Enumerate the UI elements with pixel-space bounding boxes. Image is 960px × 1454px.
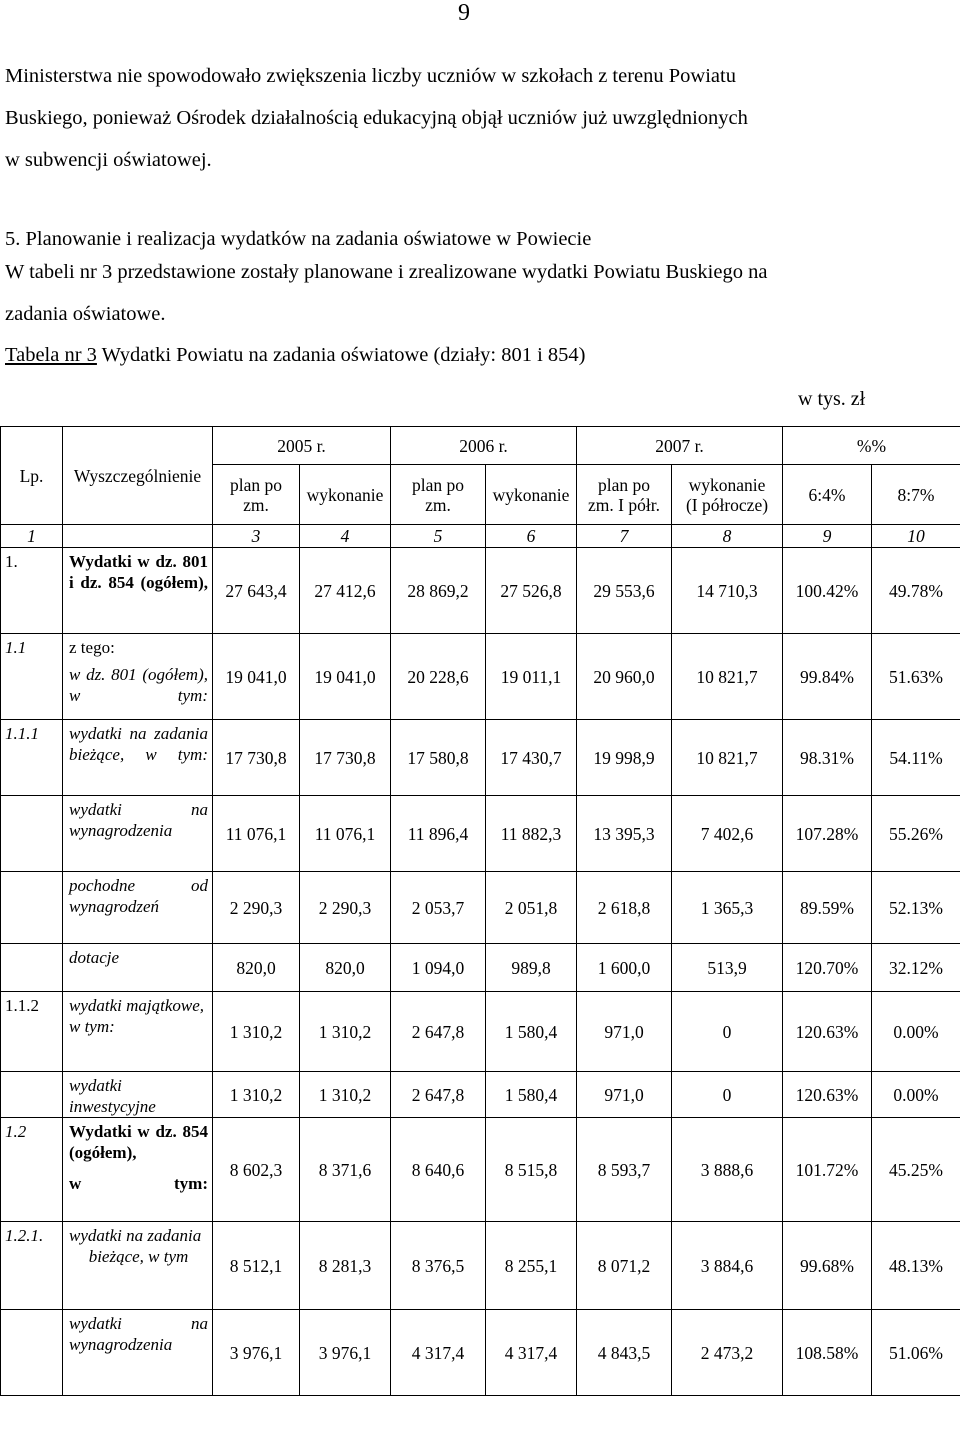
row-amount-value: 17 580,8 [391, 720, 486, 796]
row-percent-value: 100.42% [783, 548, 872, 634]
row-percent-value: 0.00% [872, 1072, 960, 1118]
colnum: 4 [300, 525, 391, 548]
row-description [63, 1072, 213, 1118]
row-amount-value: 1 310,2 [300, 1072, 391, 1118]
row-amount-value: 20 960,0 [577, 634, 672, 720]
row-amount-value: 820,0 [213, 944, 300, 992]
row-percent-value: 101.72% [783, 1118, 872, 1222]
colnum: 9 [783, 525, 872, 548]
header-2006-plan-line2: zm. [425, 494, 451, 515]
row-description [63, 720, 213, 796]
row-amount-value: 1 310,2 [213, 1072, 300, 1118]
header-2007-plan [577, 465, 672, 525]
table-caption-label: Tabela nr 3 [5, 344, 97, 366]
budget-table [0, 426, 960, 1396]
table-row [1, 872, 960, 944]
row-amount-value: 1 580,4 [486, 1072, 577, 1118]
row-percent-value: 45.25% [872, 1118, 960, 1222]
table-row [1, 944, 960, 992]
row-amount-value: 8 512,1 [213, 1222, 300, 1310]
header-2005-plan-line1: plan po [229, 474, 282, 495]
colnum: 10 [872, 525, 960, 548]
column-numbers-row [1, 525, 960, 548]
row-description [63, 944, 213, 992]
row-amount-value: 28 869,2 [391, 548, 486, 634]
colnum: 8 [672, 525, 783, 548]
colnum [63, 525, 213, 548]
header-2006-plan [391, 465, 486, 525]
row-description-text: wydatki inwestycyjne [69, 1076, 156, 1116]
row-amount-value: 8 515,8 [486, 1118, 577, 1222]
row-amount-value: 29 553,6 [577, 548, 672, 634]
row-amount-value: 8 376,5 [391, 1222, 486, 1310]
header-lp: Lp. [1, 427, 63, 525]
header-percent: %% [783, 427, 960, 465]
table-row [1, 720, 960, 796]
row-amount-value: 513,9 [672, 944, 783, 992]
header-pct-8-7: 8:7% [872, 465, 960, 525]
row-description [63, 634, 213, 720]
row-amount-value: 11 076,1 [300, 796, 391, 872]
header-2007-plan-line1: plan po [597, 474, 650, 495]
row-description-text: z tego: [69, 638, 115, 657]
row-percent-value: 108.58% [783, 1310, 872, 1396]
row-lp: 1.2 [1, 1118, 63, 1222]
row-amount-value: 3 888,6 [672, 1118, 783, 1222]
colnum: 3 [213, 525, 300, 548]
row-amount-value: 2 473,2 [672, 1310, 783, 1396]
header-2007-exec [672, 465, 783, 525]
row-description-text: pochodne od wynagrodzeń [69, 876, 208, 916]
row-description-text: Wydatki w dz. 854 (ogółem), [69, 1122, 208, 1162]
row-percent-value: 120.63% [783, 1072, 872, 1118]
colnum: 7 [577, 525, 672, 548]
row-amount-value: 17 730,8 [300, 720, 391, 796]
header-2006-exec: wykonanie [486, 465, 577, 525]
row-amount-value: 11 896,4 [391, 796, 486, 872]
header-2005-plan-line2: zm. [243, 494, 269, 515]
header-2007-exec-line1: wykonanie [688, 474, 766, 495]
row-amount-value: 8 281,3 [300, 1222, 391, 1310]
row-amount-value: 27 643,4 [213, 548, 300, 634]
row-amount-value: 2 290,3 [213, 872, 300, 944]
row-description [63, 872, 213, 944]
row-amount-value: 820,0 [300, 944, 391, 992]
row-amount-value: 1 094,0 [391, 944, 486, 992]
row-amount-value: 2 051,8 [486, 872, 577, 944]
row-percent-value: 120.63% [783, 992, 872, 1072]
row-percent-value: 120.70% [783, 944, 872, 992]
row-amount-value: 8 371,6 [300, 1118, 391, 1222]
row-description-text: wydatki na wynagrodzenia [69, 1314, 208, 1354]
row-description [63, 1310, 213, 1396]
row-amount-value: 971,0 [577, 992, 672, 1072]
row-percent-value: 55.26% [872, 796, 960, 872]
row-amount-value: 20 228,6 [391, 634, 486, 720]
table-row [1, 1310, 960, 1396]
row-amount-value: 14 710,3 [672, 548, 783, 634]
table-row [1, 1118, 960, 1222]
header-year-2006: 2006 r. [391, 427, 577, 465]
row-amount-value: 4 843,5 [577, 1310, 672, 1396]
row-amount-value: 8 071,2 [577, 1222, 672, 1310]
row-description [63, 1222, 213, 1310]
row-amount-value: 3 884,6 [672, 1222, 783, 1310]
row-amount-value: 3 976,1 [213, 1310, 300, 1396]
row-lp [1, 944, 63, 992]
row-description [63, 1118, 213, 1222]
table-row [1, 992, 960, 1072]
header-2005-exec: wykonanie [300, 465, 391, 525]
header-2007-exec-line2: (I półrocze) [685, 494, 769, 515]
row-amount-value: 2 290,3 [300, 872, 391, 944]
row-percent-value: 32.12% [872, 944, 960, 992]
table-row [1, 796, 960, 872]
row-description-sub: w dz. 801 (ogółem), w tym: [69, 665, 208, 705]
row-amount-value: 27 412,6 [300, 548, 391, 634]
row-amount-value: 8 593,7 [577, 1118, 672, 1222]
intro-line-1: Ministerstwa nie spowodowało zwiększenia liczby uczniów w szkołach z terenu Powiatu [5, 65, 736, 87]
row-amount-value: 2 618,8 [577, 872, 672, 944]
row-lp: 1.1 [1, 634, 63, 720]
header-year-2007: 2007 r. [577, 427, 783, 465]
intro-line-2: Buskiego, ponieważ Ośrodek działalnością edukacyjną objął uczniów już uwzględnionych [5, 107, 748, 129]
row-amount-value: 17 730,8 [213, 720, 300, 796]
row-amount-value: 19 011,1 [486, 634, 577, 720]
row-amount-value: 989,8 [486, 944, 577, 992]
row-percent-value: 48.13% [872, 1222, 960, 1310]
row-percent-value: 49.78% [872, 548, 960, 634]
row-amount-value: 1 600,0 [577, 944, 672, 992]
row-amount-value: 19 998,9 [577, 720, 672, 796]
row-amount-value: 11 076,1 [213, 796, 300, 872]
section-line-1: W tabeli nr 3 przedstawione zostały planowane i zrealizowane wydatki Powiatu Buskiego na [5, 261, 768, 283]
row-amount-value: 4 317,4 [486, 1310, 577, 1396]
row-lp: 1.1.1 [1, 720, 63, 796]
header-pct-6-4: 6:4% [783, 465, 872, 525]
row-lp [1, 872, 63, 944]
row-percent-value: 51.63% [872, 634, 960, 720]
row-amount-value: 3 976,1 [300, 1310, 391, 1396]
table-row [1, 1072, 960, 1118]
colnum: 1 [1, 525, 63, 548]
header-2006-plan-line1: plan po [411, 474, 464, 495]
row-description-text: Wydatki w dz. 801 i dz. 854 (ogółem), [69, 552, 208, 592]
row-percent-value: 98.31% [783, 720, 872, 796]
row-amount-value: 1 365,3 [672, 872, 783, 944]
table-row [1, 634, 960, 720]
row-amount-value: 0 [672, 1072, 783, 1118]
row-amount-value: 17 430,7 [486, 720, 577, 796]
intro-line-3: w subwencji oświatowej. [5, 149, 212, 171]
row-amount-value: 19 041,0 [300, 634, 391, 720]
table-unit: w tys. zł [798, 388, 866, 410]
section-line-2: zadania oświatowe. [5, 303, 166, 325]
row-percent-value: 0.00% [872, 992, 960, 1072]
row-amount-value: 19 041,0 [213, 634, 300, 720]
row-lp: 1.1.2 [1, 992, 63, 1072]
page-number: 9 [458, 0, 470, 26]
row-lp: 1.2.1. [1, 1222, 63, 1310]
row-description [63, 548, 213, 634]
table-caption [5, 344, 585, 367]
section-heading: 5. Planowanie i realizacja wydatków na zadania oświatowe w Powiecie [5, 228, 592, 250]
row-amount-value: 8 602,3 [213, 1118, 300, 1222]
row-description-text: dotacje [69, 948, 120, 967]
row-percent-value: 99.84% [783, 634, 872, 720]
row-lp [1, 1072, 63, 1118]
row-description-text: wydatki na zadania bieżące, w tym [69, 1226, 202, 1266]
row-amount-value: 971,0 [577, 1072, 672, 1118]
row-amount-value: 7 402,6 [672, 796, 783, 872]
row-description-text: wydatki na zadania bieżące, w tym: [69, 724, 208, 764]
row-percent-value: 54.11% [872, 720, 960, 796]
row-percent-value: 99.68% [783, 1222, 872, 1310]
row-amount-value: 11 882,3 [486, 796, 577, 872]
row-amount-value: 1 310,2 [300, 992, 391, 1072]
header-2005-plan [213, 465, 300, 525]
colnum: 6 [486, 525, 577, 548]
header-year-2005: 2005 r. [213, 427, 391, 465]
row-description [63, 796, 213, 872]
row-percent-value: 51.06% [872, 1310, 960, 1396]
row-amount-value: 2 647,8 [391, 992, 486, 1072]
row-amount-value: 13 395,3 [577, 796, 672, 872]
table-caption-text: Wydatki Powiatu na zadania oświatowe (działy: 801 i 854) [96, 344, 586, 366]
row-amount-value: 27 526,8 [486, 548, 577, 634]
row-amount-value: 4 317,4 [391, 1310, 486, 1396]
row-description-sub: w tym: [69, 1174, 208, 1193]
row-percent-value: 89.59% [783, 872, 872, 944]
row-lp: 1. [1, 548, 63, 634]
row-description-text: wydatki na wynagrodzenia [69, 800, 208, 840]
row-amount-value: 2 647,8 [391, 1072, 486, 1118]
header-2007-plan-line2: zm. I półr. [588, 494, 660, 515]
row-amount-value: 8 640,6 [391, 1118, 486, 1222]
header-description: Wyszczególnienie [63, 427, 213, 525]
row-description-text: wydatki majątkowe, w tym: [69, 996, 205, 1036]
row-amount-value: 1 310,2 [213, 992, 300, 1072]
row-percent-value: 52.13% [872, 872, 960, 944]
table-row [1, 548, 960, 634]
row-lp [1, 1310, 63, 1396]
row-amount-value: 10 821,7 [672, 720, 783, 796]
row-percent-value: 107.28% [783, 796, 872, 872]
row-description [63, 992, 213, 1072]
row-amount-value: 10 821,7 [672, 634, 783, 720]
row-amount-value: 1 580,4 [486, 992, 577, 1072]
row-amount-value: 8 255,1 [486, 1222, 577, 1310]
table-row [1, 1222, 960, 1310]
row-amount-value: 0 [672, 992, 783, 1072]
colnum: 5 [391, 525, 486, 548]
row-lp [1, 796, 63, 872]
row-amount-value: 2 053,7 [391, 872, 486, 944]
